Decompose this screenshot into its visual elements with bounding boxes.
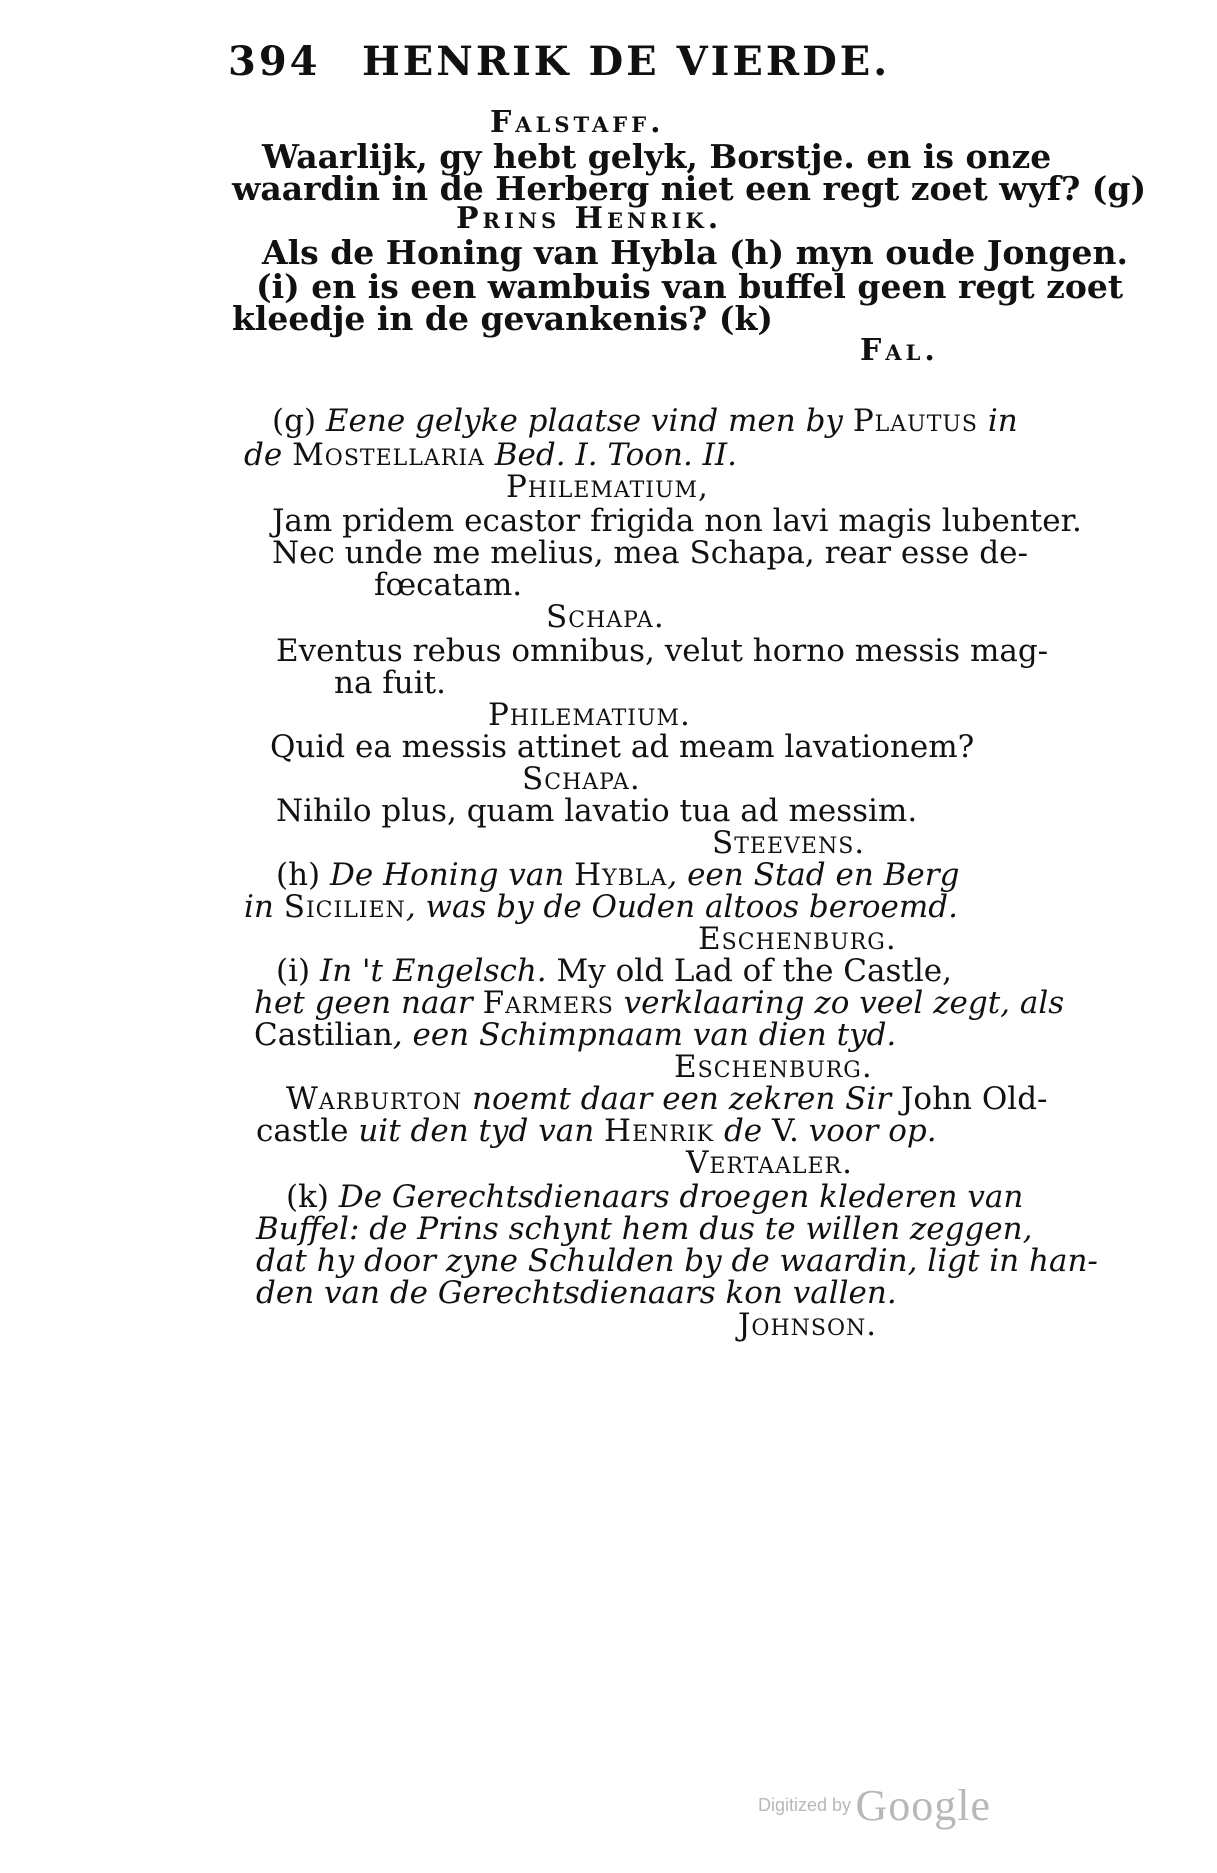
speech-line: Waarlijk, gy hebt gelyk, Borstje. en is onze: [262, 137, 1052, 176]
footnote-g-line: de Mostellaria Bed. I. Toon. II.: [244, 437, 738, 473]
footnote-g-line: (g) Eene gelyke plaatse vind men by Plautus in: [272, 403, 1018, 439]
footnote-speaker: Philematium,: [506, 469, 709, 505]
speech-line: (i) en is een wambuis van buffel geen regt zoet: [256, 267, 1124, 306]
footnote-i-line: het geen naar Farmers verklaaring zo veel zegt, als: [254, 985, 1065, 1021]
footnote-attribution: Steevens.: [712, 825, 866, 861]
footnote-marker: (g): [272, 403, 317, 439]
speech-line: Als de Honing van Hybla (h) myn oude Jongen.: [262, 233, 1128, 272]
google-watermark: Digitized by Google: [758, 1781, 992, 1830]
speaker-falstaff: Falstaff.: [490, 105, 665, 140]
running-title: HENRIK DE VIERDE.: [362, 38, 891, 85]
speech-line: kleedje in de gevankenis? (k): [232, 299, 773, 338]
footnote-marker: (k): [286, 1179, 329, 1215]
footnote-speaker: Philematium.: [488, 697, 691, 733]
latin-line: na fuit.: [334, 665, 446, 701]
footnote-attribution: Eschenburg.: [698, 921, 897, 957]
footnote-i-line: (i) In 't Engelsch. My old Lad of the Castle,: [276, 953, 952, 989]
footnote-marker: (h): [276, 857, 321, 893]
page-number: 394: [228, 38, 321, 85]
footnote-attribution: Eschenburg.: [674, 1049, 873, 1085]
footnote-i-line: Warburton noemt daar een zekren Sir John Old-: [286, 1081, 1048, 1117]
footnote-k-line: den van de Gerechtsdienaars kon vallen.: [256, 1275, 897, 1311]
footnote-k-line: dat hy door zyne Schulden by de waardin, ligt in han-: [256, 1243, 1098, 1279]
footnote-k-line: (k) De Gerechtsdienaars droegen klederen van: [286, 1179, 1024, 1215]
latin-line: fœcatam.: [374, 567, 523, 603]
latin-line: Quid ea messis attinet ad meam lavationem?: [270, 729, 975, 765]
latin-line: Nec unde me melius, mea Schapa, rear esse de-: [272, 535, 1028, 571]
footnote-h-line: in Sicilien, was by de Ouden altoos beroemd.: [244, 889, 958, 925]
footnote-attribution: Vertaaler.: [686, 1145, 853, 1181]
google-logo: Google: [855, 1781, 992, 1830]
latin-line: Nihilo plus, quam lavatio tua ad messim.: [276, 793, 918, 829]
footnote-speaker: Schapa.: [522, 761, 641, 797]
catchword: Fal.: [860, 333, 939, 368]
footnote-speaker: Schapa.: [546, 599, 665, 635]
footnote-h-line: (h) De Honing van Hybla, een Stad en Berg: [276, 857, 960, 893]
footnote-attribution: Johnson.: [738, 1307, 878, 1343]
footnote-k-line: Buffel: de Prins schynt hem dus te willen zeggen,: [256, 1211, 1033, 1247]
footnote-marker: (i): [276, 953, 311, 989]
latin-line: Eventus rebus omnibus, velut horno messis mag-: [276, 633, 1049, 669]
speaker-prins-henrik: Prins Henrik.: [456, 201, 723, 236]
footnote-i-line: Castilian, een Schimpnaam van dien tyd.: [254, 1017, 897, 1053]
speech-line: waardin in de Herberg niet een regt zoet wyf? (g): [232, 169, 1147, 208]
footnote-i-line: castle uit den tyd van Henrik de V. voor op.: [256, 1113, 937, 1149]
latin-line: Jam pridem ecastor frigida non lavi magis lubenter.: [272, 503, 1082, 539]
